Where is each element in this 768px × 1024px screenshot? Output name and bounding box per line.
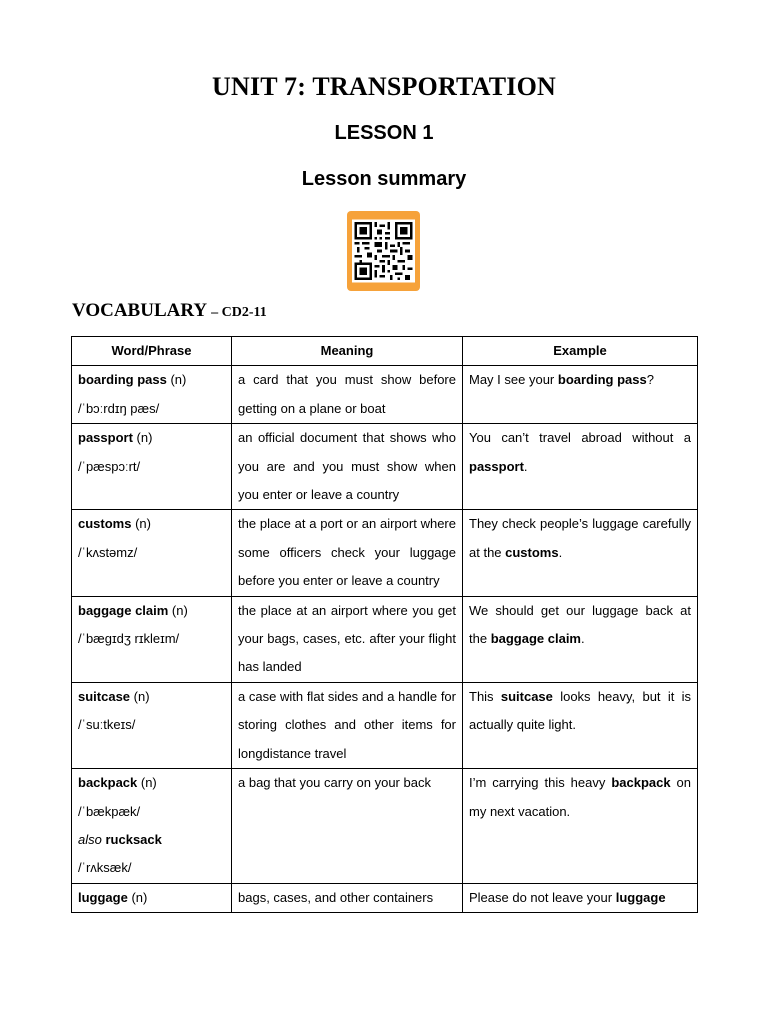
example-text: I’m carrying this heavy (469, 775, 612, 791)
table-header-row (72, 337, 698, 366)
example-text: May I see your (469, 372, 558, 388)
example-text-end: . (558, 544, 563, 560)
qr-code[interactable] (347, 211, 420, 291)
lesson-subtitle: Lesson summary (301, 168, 467, 190)
pronunciation: /ˈbækpæk/ (78, 803, 141, 819)
word-cell (72, 682, 232, 768)
meaning-cell: the place at an airport where you get your bags, cases, etc. after your flight has landed (232, 596, 463, 682)
alternate-word: rucksack (105, 831, 162, 847)
example-keyword: passport (469, 458, 524, 474)
pronunciation: /ˈpæspɔːrt/ (78, 458, 141, 474)
table-row (72, 424, 698, 510)
meaning-cell: a case with flat sides and a handle for storing clothes and other items for longdistance travel (232, 682, 463, 768)
example-cell (463, 596, 698, 682)
word-cell (72, 424, 232, 510)
example-text: This (469, 688, 501, 704)
alternate-pronunciation: /ˈrʌksæk/ (78, 860, 132, 876)
example-text-end: looks heavy, but it is actually quite light. (469, 688, 691, 733)
example-cell (463, 366, 698, 424)
example-keyword: suitcase (500, 688, 553, 704)
meaning-cell: a bag that you carry on your back (232, 769, 463, 884)
word-cell (72, 596, 232, 682)
example-cell (463, 883, 698, 912)
example-keyword: backpack (611, 775, 671, 791)
example-cell (463, 510, 698, 596)
word-cell (72, 510, 232, 596)
example-text: We should get our luggage back at the (469, 602, 691, 647)
meaning-cell: bags, cases, and other containers (232, 883, 463, 912)
vocab-word: passport (78, 430, 133, 446)
unit-title: UNIT 7: TRANSPORTATION (212, 72, 556, 101)
example-text: You can’t travel abroad without a (469, 430, 691, 446)
table-row (72, 682, 698, 768)
vocab-word: luggage (78, 889, 128, 905)
vocab-word: backpack (78, 775, 138, 791)
word-cell (72, 769, 232, 884)
column-header-meaning: Meaning (232, 337, 463, 366)
vocab-word: boarding pass (78, 372, 167, 388)
table-row (72, 769, 698, 884)
part-of-speech: (n) (132, 430, 153, 446)
qr-code-icon (352, 218, 415, 284)
example-text-end: . (523, 458, 528, 474)
also-label: also (78, 831, 102, 847)
example-text-end: ? (646, 372, 654, 388)
example-text: They check people’s luggage carefully at the (469, 516, 691, 560)
table-row (72, 596, 698, 682)
vocab-word: suitcase (78, 688, 131, 704)
example-keyword: boarding pass (557, 372, 647, 388)
example-text-end: on my next vacation. (469, 775, 691, 819)
vocabulary-heading (72, 300, 267, 322)
vocab-word: baggage claim (78, 602, 169, 618)
vocabulary-heading-text: VOCABULARY (72, 300, 207, 321)
pronunciation: /ˈbægɪdʒ rɪkleɪm/ (78, 631, 180, 647)
example-cell (463, 769, 698, 884)
example-cell (463, 682, 698, 768)
vocab-word: customs (78, 516, 132, 532)
part-of-speech: (n) (137, 775, 157, 791)
table-row (72, 366, 698, 424)
example-text-end: . (581, 631, 585, 647)
part-of-speech: (n) (168, 602, 188, 618)
pronunciation: /ˈsuːtkeɪs/ (78, 717, 136, 733)
meaning-cell: a card that you must show before getting on a plane or boat (232, 366, 463, 424)
meaning-cell: an official document that shows who you are and you must show when you enter or leave a country (232, 424, 463, 510)
vocabulary-table (71, 336, 698, 913)
part-of-speech: (n) (131, 516, 151, 532)
example-cell (463, 424, 698, 510)
pronunciation: /ˈbɔːrdɪŋ pæs/ (78, 400, 160, 416)
table-row (72, 883, 698, 912)
example-keyword: customs (505, 544, 559, 560)
audio-track-label: – CD2-11 (211, 305, 267, 320)
meaning-cell: the place at a port or an airport where some officers check your luggage before you enter or leave a country (232, 510, 463, 596)
part-of-speech: (n) (166, 372, 187, 388)
example-keyword: baggage claim (490, 631, 581, 647)
column-header-word: Word/Phrase (72, 337, 232, 366)
part-of-speech: (n) (127, 889, 148, 905)
part-of-speech: (n) (130, 688, 150, 704)
lesson-number: LESSON 1 (334, 122, 434, 144)
example-text: Please do not leave your (469, 889, 616, 905)
word-cell (72, 883, 232, 912)
example-keyword: luggage (615, 889, 666, 905)
pronunciation: /ˈkʌstəmz/ (78, 544, 138, 560)
table-row (72, 510, 698, 596)
word-cell (72, 366, 232, 424)
column-header-example: Example (463, 337, 698, 366)
